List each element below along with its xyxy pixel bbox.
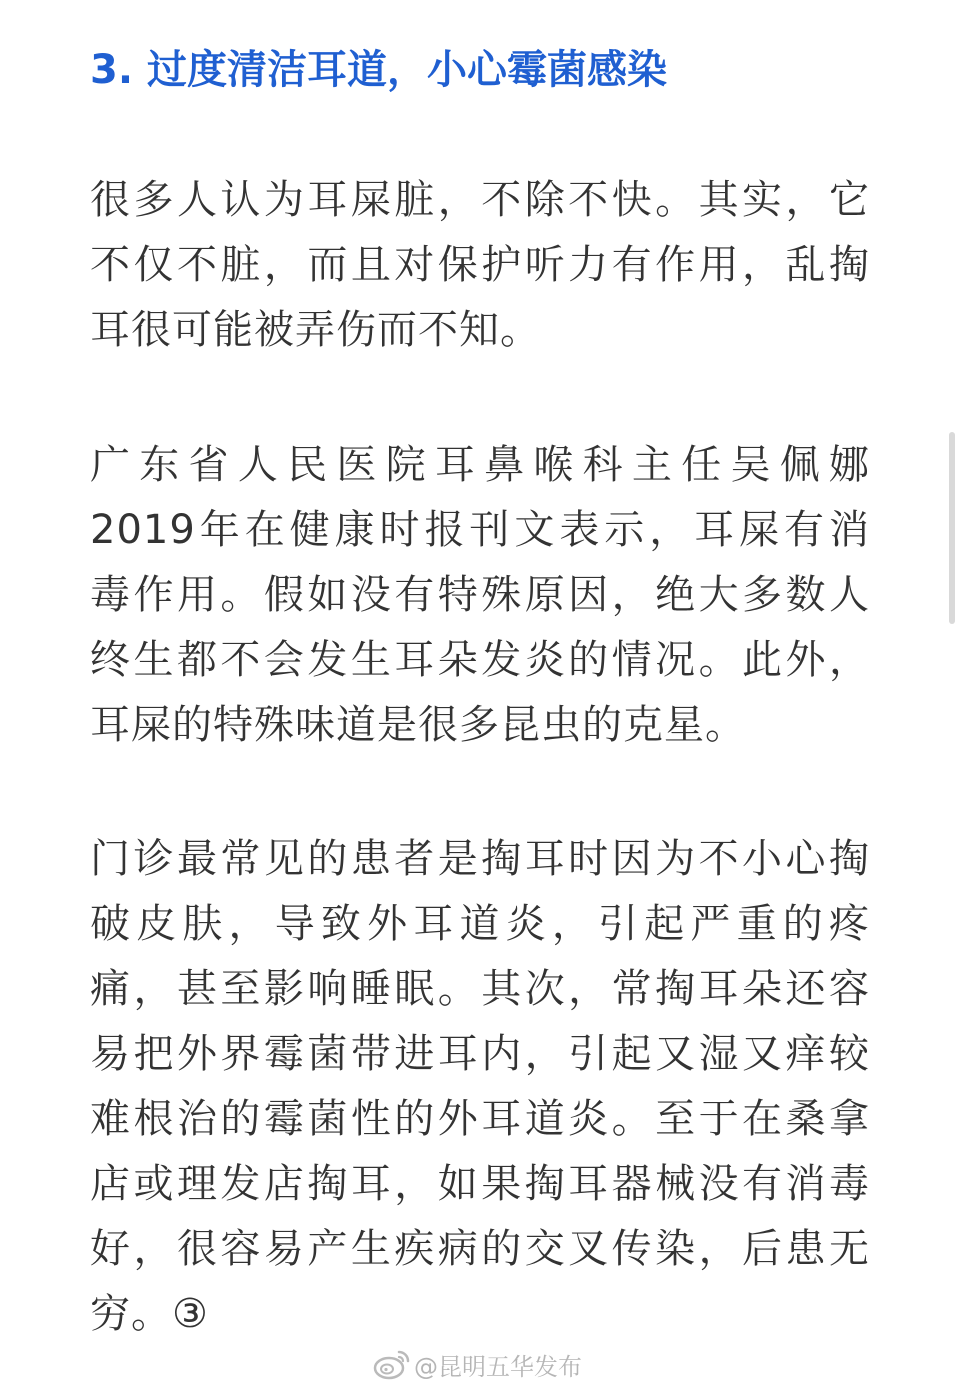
watermark [372,1344,582,1384]
text-line: 2019年在健康时报刊文表示，耳屎有消 [90,507,870,553]
text-line: 难根治的霉菌性的外耳道炎。至于在桑拿 [90,1096,870,1142]
article [90,0,870,1392]
text-line: 门诊最常见的患者是掏耳时因为不小心掏 [90,836,870,882]
text-line: 店或理发店掏耳，如果掏耳器械没有消毒 [90,1161,870,1207]
section-heading: 3. 过度清洁耳道，小心霉菌感染 [90,47,667,93]
text-line: 破皮肤，导致外耳道炎，引起严重的疼 [90,901,870,947]
text-line: 毒作用。假如没有特殊原因，绝大多数人 [90,572,870,618]
text-line: 痛，甚至影响睡眠。其次，常掏耳朵还容 [90,966,870,1012]
text-line: 广东省人民医院耳鼻喉科主任吴佩娜 [90,442,870,488]
text-line: 不仅不脏，而且对保护听力有作用，乱掏 [90,242,870,288]
scrollbar-thumb[interactable] [949,432,955,624]
paragraph-3 [90,827,870,1347]
paragraph-1 [90,168,870,363]
text-line: 易把外界霉菌带进耳内，引起又湿又痒较 [90,1031,870,1077]
text-line: 耳很可能被弄伤而不知。 [90,307,541,353]
text-line: 好，很容易产生疾病的交叉传染，后患无 [90,1226,870,1272]
text-line: 很多人认为耳屎脏，不除不快。其实，它 [90,177,870,223]
paragraph-2 [90,433,870,758]
weibo-logo-icon [372,1347,412,1381]
text-line: 终生都不会发生耳朵发炎的情况。此外， [90,637,870,683]
text-line: 耳屎的特殊味道是很多昆虫的克星。 [90,702,746,748]
text-line: 穷。③ [90,1291,209,1337]
watermark-text: @昆明五华发布 [414,1352,582,1381]
